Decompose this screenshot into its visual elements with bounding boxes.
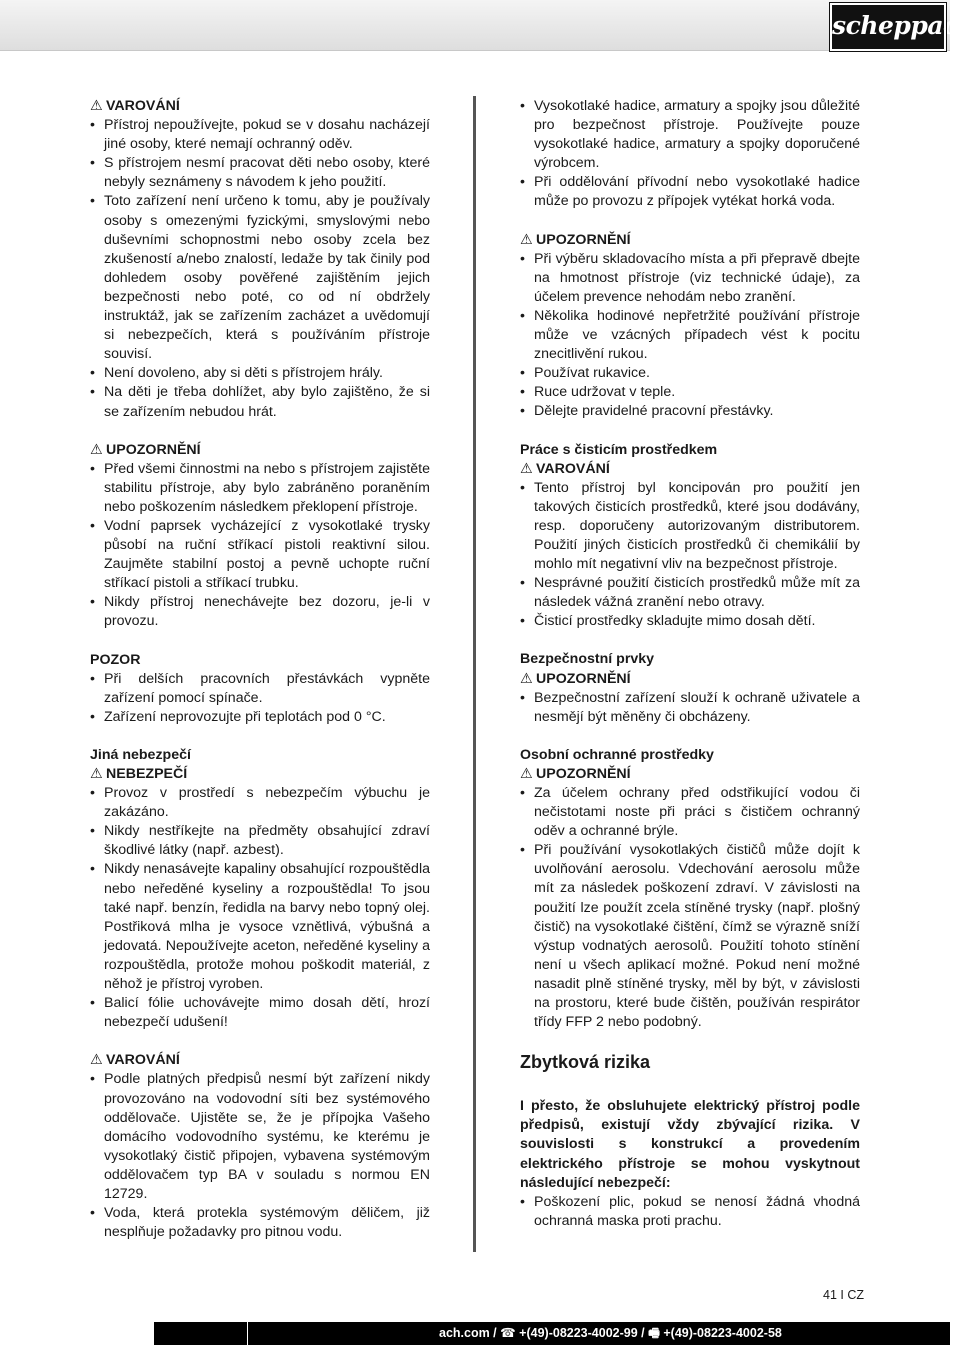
detergent-block [520,441,860,632]
list-item: • Vysokotlaké hadice, armatury a spojky jsou důležité pro bezpečnost přístroje. Používejte pouze vysokotlaké hadice, armatury a spojky doporučené výrobcem. [520,97,860,173]
danger-heading: ⚠ NEBEZPEČÍ [90,765,430,784]
list-item: • Vodní paprsek vycházející z vysokotlaké trysky působí na ruční stříkací pistoli reaktivní silou. Zaujměte stabilní postoj a pevně uchopte ruční stříkací pistoli a stříkací trubku. [90,517,430,593]
warning-triangle-icon: ⚠ [90,98,103,114]
list-item: • Ruce udržovat v teple. [520,383,860,402]
warning-heading-3: ⚠ VAROVÁNÍ [520,460,860,479]
page-number: 41 I CZ [823,1288,864,1302]
footer-bar-segment [154,1322,248,1345]
residual-risks-list [520,1193,860,1231]
list-item: • Čisticí prostředky skladujte mimo dosah dětí. [520,612,860,631]
footer-contact: ach.com / ☎ +(49)-08223-4002-99 / 🖷 +(49)-08223-4002-58 [439,1326,782,1340]
right-column [520,97,860,1250]
list-item: • Nesprávné použití čisticích prostředků může mít za následek vážná zranění nebo otravy. [520,574,860,612]
danger-list [90,784,430,1032]
list-item: • Při používání vysokotlakých čističů může dojít k uvolňování aerosolu. Vdechování aerosolu může mít za následek poškození zdraví. V závislosti na použití lze použít zcela stíněné trysky (např. plošný čistič) na vysokotlaké čištění, čímž se výrazně sníží výstup vodnatých aerosolů. Použití tohoto stínění není u všech aplikací možné. Pokud není možné nasadit plně stíněné trysky, měl by být, v závislosti na prostoru, které bude čištěn, používán respirátor třídy FFP 2 nebo podobný. [520,841,860,1032]
list-item: • Dělejte pravidelné pracovní přestávky. [520,402,860,421]
other-hazards-heading: Jiná nebezpečí [90,746,191,763]
list-item: • Poškození plic, pokud se nenosí žádná vhodná ochranná maska proti prachu. [520,1193,860,1231]
list-item: • Toto zařízení není určeno k tomu, aby je používaly osoby s omezenými fyzickými, smyslovými nebo duševními schopnostmi nebo osoby zcela bez zkušeností a/nebo znalostí, ledaže by tak činily pod dohledem osoby pověřené zajištěním jejich bezpečnosti nebo poté, co od ní obdržely instruktáž, jak se zařízením zacházet a uvědomují si nebezpečích, která s používáním přístroje souvisí. [90,192,430,364]
list-item: • Za účelem ochrany před odstřikující vodou či nečistotami noste při práci s čističem ochranný oděv a ochranné brýle. [520,784,860,841]
list-item: • S přístrojem nesmí pracovat děti nebo osoby, které nebyly seznámeny s návodem k jeho použití. [90,154,430,192]
caution-block [90,651,430,727]
list-item: • Podle platných předpisů nesmí být zařízení nikdy provozováno na vodovodní síti bez systémového oddělovače. Ujistěte se, že je přípojka Vašeho domácího vodovodního systému, ke kterému je vysokotlaký čistič připojen, vybavena systémovým oddělovačem typ BA v souladu s normou EN 12729. [90,1070,430,1204]
list-item: • Nikdy přístroj nenechávejte bez dozoru, je-li v provozu. [90,593,430,631]
list-item: • Používat rukavice. [520,364,860,383]
residual-risks-title: Zbytková rizika [520,1052,651,1073]
warning-triangle-icon: ⚠ [520,231,533,248]
list-item: • Provoz v prostředí s nebezpečím výbuchu je zakázáno. [90,784,430,822]
warning-triangle-icon: ⚠ [520,765,533,782]
list-item: • Na děti je třeba dohlížet, aby bylo zajištěno, že si se zařízením nebudou hrát. [90,383,430,421]
brand-logo: scheppach [830,3,946,51]
list-item: • Voda, která protekla systémovým děličem, již nesplňuje požadavky pro pitnou vodu. [90,1204,430,1242]
warning-triangle-icon: ⚠ [90,441,103,458]
notice-heading-3: ⚠ UPOZORNĚNÍ [520,670,860,689]
warning-heading-2: ⚠ VAROVÁNÍ [90,1051,430,1070]
hoses-block [520,97,860,212]
notice-heading-4: ⚠ UPOZORNĚNÍ [520,765,860,784]
list-item: • Při výběru skladovacího místa a při přepravě dbejte na hmotnost přístroje (viz technické údaje), za účelem prevence nehodám nebo zranění. [520,250,860,307]
warning-heading: ⚠ VAROVÁNÍ [90,97,430,116]
ppe-list [520,784,860,1032]
list-item: • Před všemi činnostmi na nebo s přístrojem zajistěte stabilitu přístroje, aby bylo zabráněno poraněním nebo poškozením následkem překlopení přístroje. [90,460,430,517]
column-divider [473,96,476,1252]
notice-heading: ⚠ UPOZORNĚNÍ [90,441,430,460]
left-column [90,97,430,1261]
warning-list [90,116,430,422]
warning-list-2 [90,1070,430,1242]
footer-bar [248,1322,950,1345]
notice-block-2 [520,231,860,422]
safety-devices-list [520,689,860,727]
safety-devices-heading: Bezpečnostní prvky [520,651,655,668]
warning-triangle-icon: ⚠ [90,1052,103,1069]
ppe-heading: Osobní ochranné prostředky [520,746,714,763]
caution-list [90,670,430,727]
caution-heading: POZOR [90,651,141,668]
list-item: • Není dovoleno, aby si děti s přístrojem hrály. [90,364,430,383]
warning-triangle-icon: ⚠ [90,766,103,782]
notice-list-2 [520,250,860,422]
notice-block [90,441,430,632]
warning-block-2 [90,1051,430,1242]
list-item: • Bezpečnostní zařízení slouží k ochraně uživatele a nesmějí být měněny či obcházeny. [520,689,860,727]
list-item: • Nikdy nenasávejte kapaliny obsahující rozpouštědla nebo neředěné kyseliny a rozpouštědla! To jsou také např. benzín, ředidla na barvy nebo topný olej. Postřiková mlha je vysoce vznětlivá, výbušná a jedovatá. Nepoužívejte aceton, neředěné kyseliny a rozpouštědla, protože mohou poškodit materiál, z něhož je přístroj vyroben. [90,860,430,994]
list-item: • Balicí fólie uchovávejte mimo dosah dětí, hrozí nebezpečí udušení! [90,994,430,1032]
footer-left-space [0,1322,154,1345]
list-item: • Přístroj nepoužívejte, pokud se v dosahu nacházejí jiné osoby, které nemají ochranný oděv. [90,116,430,154]
list-item: • Při oddělování přívodní nebo vysokotlaké hadice může po provozu z přípojek vytékat horká voda. [520,173,860,211]
header-bar [0,0,975,51]
ppe-block [520,746,860,1032]
detergent-list [520,479,860,632]
notice-list [90,460,430,632]
list-item: • Nikdy nestříkejte na předměty obsahující zdraví škodlivé látky (např. azbest). [90,822,430,860]
warning-triangle-icon: ⚠ [520,670,533,687]
list-item: • Tento přístroj byl koncipován pro použití jen takových čisticích prostředků, které jsou dodávány, resp. doporučeny autorizovaným distributorem. Použití jiných čisticích prostředků či chemikálií by mohlo mít negativní vliv na bezpečnost přístroje. [520,479,860,574]
safety-devices-block [520,650,860,726]
detergent-heading: Práce s čisticím prostředkem [520,441,718,458]
list-item: • Zařízení neprovozujte při teplotách pod 0 °C. [90,708,430,727]
warning-block [90,97,430,422]
residual-risks-lead: I přesto, že obsluhujete elektrický přístroj podle předpisů, existují vždy zbývající rizika. V souvislosti s konstrukcí a provedením elektrického přístroje se mohou vyskytnout následující nebezpečí: [520,1098,860,1191]
residual-risks-block [520,1097,860,1231]
notice-heading-2: ⚠ UPOZORNĚNÍ [520,231,860,250]
hoses-list [520,97,860,212]
warning-triangle-icon: ⚠ [520,460,533,477]
list-item: • Několika hodinové nepřetržité používání přístroje může ve vzácných případech vést k pocitu znecitlivění rukou. [520,307,860,364]
other-hazards-block [90,746,430,1032]
list-item: • Při delších pracovních přestávkách vypněte zařízení pomocí spínače. [90,670,430,708]
